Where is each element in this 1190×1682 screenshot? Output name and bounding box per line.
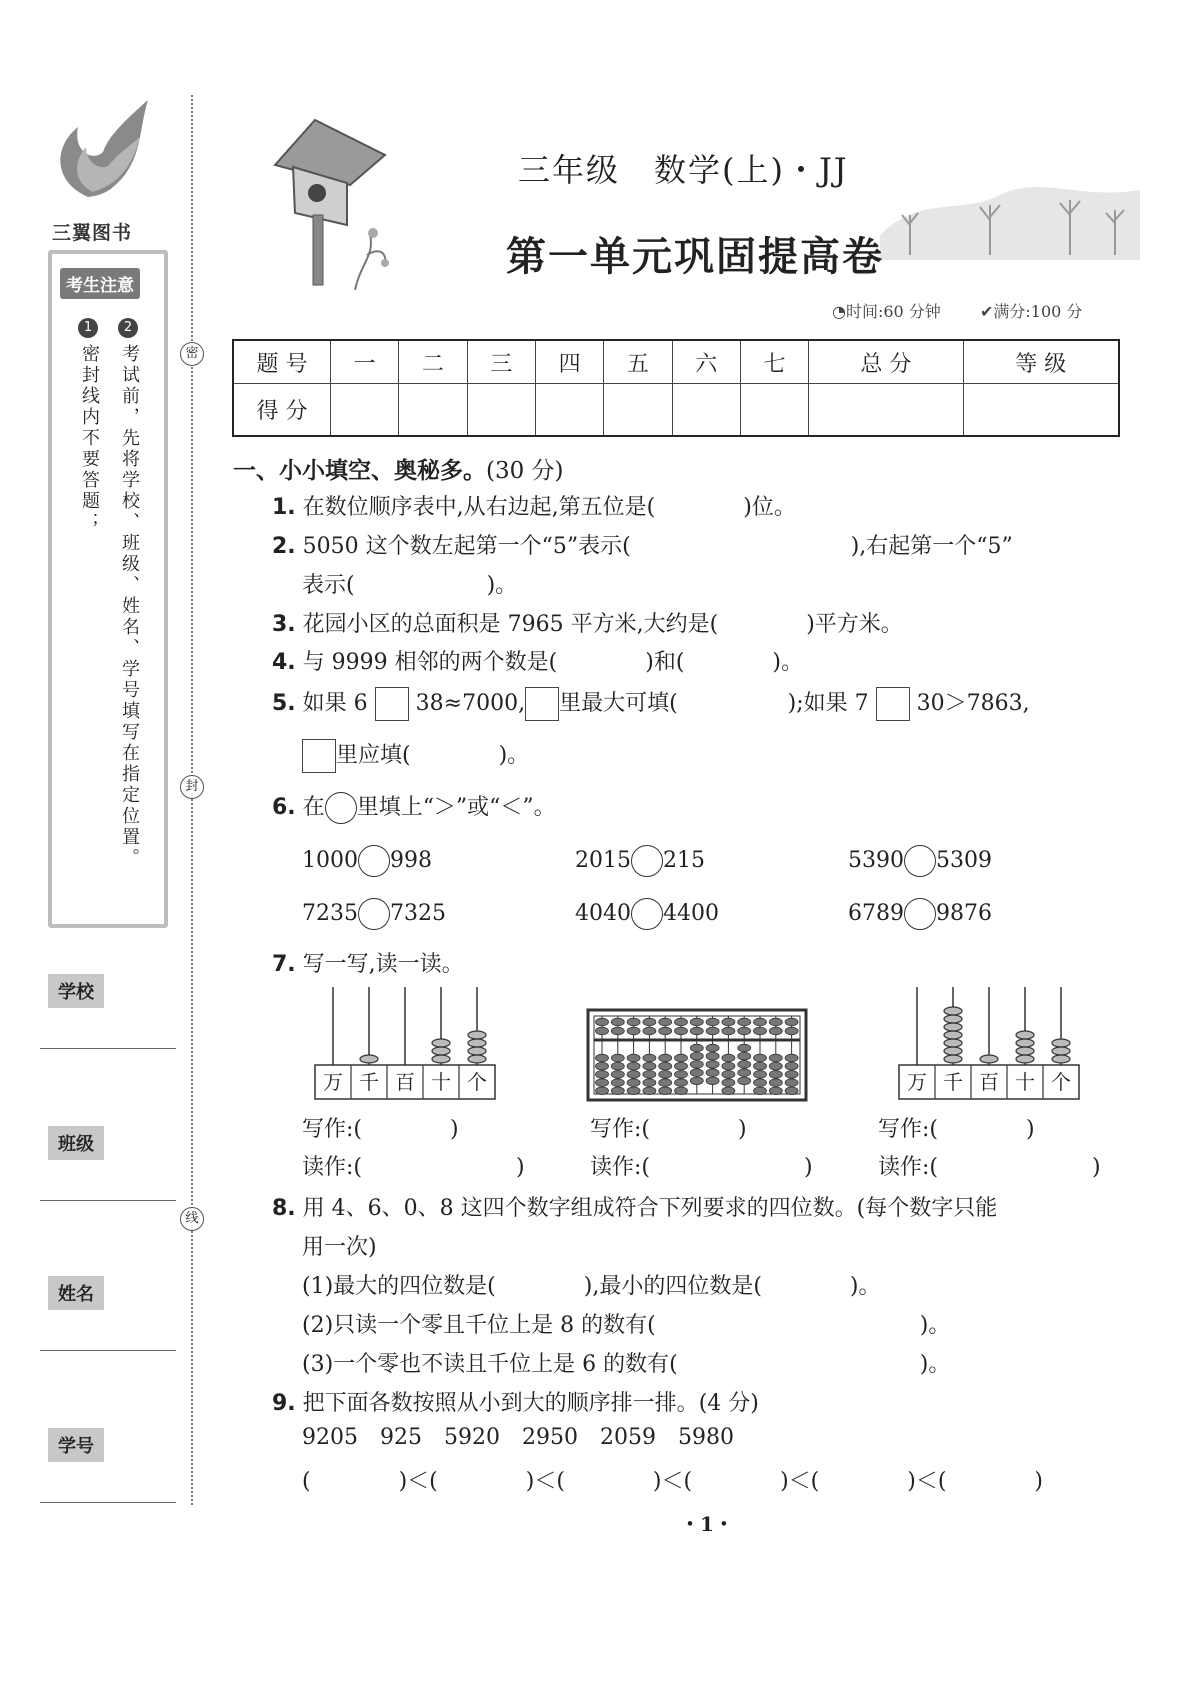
abacus-bead (706, 1018, 719, 1026)
q5-number: 5. (272, 691, 296, 716)
abacus-bead (706, 1069, 719, 1077)
score-input-cell[interactable] (331, 384, 399, 436)
exam-time-text: 时间:60 分钟 (845, 302, 941, 321)
q9-number-item: 2059 (600, 1425, 656, 1450)
abacus-bead (596, 1071, 609, 1079)
abacus-bead (611, 1062, 624, 1070)
seal-mark-xian: 线 (180, 1207, 204, 1231)
field-class-line[interactable] (40, 1200, 176, 1201)
score-input-cell[interactable] (604, 384, 672, 436)
abacus-bead (675, 1087, 688, 1095)
exam-time (832, 299, 941, 322)
q3-text: 花园小区的总面积是 7965 平方米,大约是( )平方米。 (302, 612, 903, 637)
abacus-bead (690, 1061, 703, 1069)
abacus-bead (596, 1087, 609, 1095)
abacus-bead (627, 1027, 640, 1035)
abacus-bead (769, 1062, 782, 1070)
abacus-2-write: 写作:( ) (590, 1117, 747, 1142)
q2-line1: 5050 这个数左起第一个“5”表示( ),右起第一个“5” (302, 534, 1013, 559)
section-1-points: (30 分) (486, 458, 564, 484)
q9-points: (4 分) (698, 1391, 759, 1416)
compare-right: 9876 (936, 901, 992, 926)
compare-circle[interactable] (358, 898, 390, 930)
seal-mark-feng: 封 (180, 775, 204, 799)
abacus-bead (706, 1027, 719, 1035)
place-label: 万 (323, 1070, 343, 1094)
abacus-bead (659, 1054, 672, 1062)
abacus-bead (769, 1071, 782, 1079)
place-label: 万 (907, 1070, 927, 1094)
compare-left: 2015 (575, 848, 631, 873)
abacus-bead (659, 1062, 672, 1070)
compare-item (575, 845, 705, 877)
abacus-bead (722, 1062, 735, 1070)
notice-text-2: 考试前，先将学校、班级、姓名、学号填写在指定位置。 (119, 344, 140, 869)
field-class-label: 班级 (48, 1126, 104, 1160)
score-input-cell[interactable] (399, 384, 467, 436)
q9-numbers (302, 1425, 734, 1450)
abacus-bead (643, 1079, 656, 1087)
q1-number: 1. (272, 495, 296, 520)
abacus-bead (611, 1071, 624, 1079)
compare-circle[interactable] (904, 845, 936, 877)
abacus-bead (690, 1077, 703, 1085)
abacus-bead (675, 1071, 688, 1079)
place-label: 十 (431, 1070, 451, 1094)
abacus-bead (785, 1087, 798, 1095)
abacus-bead (690, 1018, 703, 1026)
abacus-bead (611, 1079, 624, 1087)
q9-number-item: 9205 (302, 1425, 358, 1450)
abacus-bead (722, 1071, 735, 1079)
question-2-cont: 表示( )。 (302, 573, 518, 598)
abacus-bead (643, 1062, 656, 1070)
question-8-sub-2: (2)只读一个零且千位上是 8 的数有( )。 (302, 1313, 951, 1338)
abacus-bead (627, 1079, 640, 1087)
abacus-bead (643, 1018, 656, 1026)
abacus-bead (675, 1079, 688, 1087)
q9-number-item: 2950 (522, 1425, 578, 1450)
abacus-bead (722, 1027, 735, 1035)
compare-item (302, 845, 432, 877)
compare-circle[interactable] (904, 898, 936, 930)
compare-right: 5309 (936, 848, 992, 873)
q7-text: 写一写,读一读。 (302, 952, 464, 977)
abacus-bead (785, 1027, 798, 1035)
score-cell: 一 (331, 340, 399, 384)
counting-frame-3 (896, 985, 1091, 1100)
abacus-bead (643, 1054, 656, 1062)
exam-notice-box (48, 250, 168, 928)
abacus-3-write: 写作:( ) (878, 1117, 1035, 1142)
score-cell: 五 (604, 340, 672, 384)
compare-circle-icon (325, 792, 357, 824)
notice-num-1: 1 (78, 318, 98, 338)
score-cell: 题 号 (233, 340, 331, 384)
abacus-bead (785, 1054, 798, 1062)
field-name-line[interactable] (40, 1350, 176, 1351)
abacus-bead (706, 1077, 719, 1085)
q5-part-e: 里应填( )。 (336, 743, 530, 768)
q4-number: 4. (272, 650, 296, 675)
q2-number: 2. (272, 534, 296, 559)
score-cell: 六 (672, 340, 740, 384)
abacus-bead (659, 1079, 672, 1087)
place-label: 个 (1051, 1070, 1071, 1094)
question-8-cont: 用一次) (302, 1235, 377, 1260)
score-input-cell[interactable] (809, 384, 963, 436)
compare-item (848, 898, 992, 930)
q4-text: 与 9999 相邻的两个数是( )和( )。 (302, 650, 803, 675)
brand-name: 三翼图书 (52, 222, 133, 244)
place-label: 百 (979, 1070, 999, 1094)
abacus-bead (738, 1061, 751, 1069)
q5-answer-box[interactable] (876, 687, 910, 721)
question-8-sub-1: (1)最大的四位数是( ),最小的四位数是( )。 (302, 1274, 881, 1299)
score-table (232, 339, 1120, 437)
abacus-bead (738, 1027, 751, 1035)
abacus-bead (659, 1018, 672, 1026)
abacus-bead (675, 1062, 688, 1070)
abacus-bead (738, 1077, 751, 1085)
flame-logo-icon (48, 92, 158, 207)
abacus-bead (754, 1062, 767, 1070)
question-9 (272, 1386, 759, 1417)
abacus-bead (738, 1018, 751, 1026)
abacus-bead (722, 1087, 735, 1095)
abacus-bead (738, 1044, 751, 1052)
compare-left: 5390 (848, 848, 904, 873)
abacus-bead (596, 1079, 609, 1087)
abacus-bead (754, 1027, 767, 1035)
abacus-1-read: 读作:( ) (302, 1155, 525, 1180)
notice-item-2 (118, 316, 140, 916)
abacus-bead (706, 1044, 719, 1052)
compare-item (575, 898, 719, 930)
abacus-bead (627, 1018, 640, 1026)
score-input-cell[interactable] (963, 384, 1119, 436)
q1-text: 在数位顺序表中,从右边起,第五位是( )位。 (302, 495, 796, 520)
q6-number: 6. (272, 795, 296, 820)
abacus-bead (769, 1027, 782, 1035)
brand-logo (48, 92, 158, 207)
notice-num-2: 2 (118, 318, 138, 338)
seal-mark-mi: 密 (180, 342, 204, 366)
trees-landscape-icon (880, 165, 1140, 260)
compare-right: 4400 (663, 901, 719, 926)
abacus-bead (643, 1027, 656, 1035)
abacus-bead (611, 1087, 624, 1095)
abacus-bead (659, 1027, 672, 1035)
q9-number-item: 925 (380, 1425, 422, 1450)
score-input-cell[interactable] (467, 384, 535, 436)
compare-item (302, 898, 446, 930)
abacus-bead (722, 1018, 735, 1026)
birdhouse-illustration (255, 115, 395, 290)
q6-post: 里填上“＞”或“＜”。 (356, 795, 556, 820)
score-cell: 等 级 (963, 340, 1119, 384)
abacus-bead (675, 1018, 688, 1026)
section-1-heading (233, 452, 564, 485)
score-table-score-row (233, 384, 1119, 436)
abacus-bead (596, 1027, 609, 1035)
abacus-bead (596, 1018, 609, 1026)
abacus-bead (785, 1018, 798, 1026)
abacus-bead (627, 1087, 640, 1095)
abacus-bead (690, 1027, 703, 1035)
notice-item-1 (78, 316, 100, 533)
compare-left: 1000 (302, 848, 358, 873)
abacus-bead (627, 1054, 640, 1062)
score-label-cell: 得 分 (233, 384, 331, 436)
q5-part-d: 30＞7863, (916, 691, 1030, 716)
q9-number: 9. (272, 1391, 296, 1416)
abacus-bead (611, 1027, 624, 1035)
subject-heading: 三年级 数学(上)・JJ (518, 151, 849, 189)
compare-left: 6789 (848, 901, 904, 926)
abacus-bead (690, 1052, 703, 1060)
question-8-sub-3: (3)一个零也不读且千位上是 6 的数有( )。 (302, 1352, 951, 1377)
unit-title: 第一单元巩固提高卷 (506, 234, 884, 280)
q6-pre: 在 (302, 795, 325, 820)
q8-line1: 用 4、6、0、8 这四个数字组成符合下列要求的四位数。(每个数字只能 (302, 1196, 998, 1221)
full-score-text: 满分:100 分 (993, 302, 1083, 321)
abacus-bead (659, 1071, 672, 1079)
abacus-bead (706, 1052, 719, 1060)
abacus-bead (738, 1069, 751, 1077)
q5-answer-box[interactable] (525, 687, 559, 721)
q9-text: 把下面各数按照从小到大的顺序排一排。 (302, 1391, 699, 1416)
abacus-bead (643, 1071, 656, 1079)
score-cell: 四 (535, 340, 603, 384)
abacus-bead (785, 1071, 798, 1079)
abacus-bead (627, 1062, 640, 1070)
q9-number-item: 5980 (678, 1425, 734, 1450)
compare-right: 7325 (390, 901, 446, 926)
abacus-2-read: 读作:( ) (590, 1155, 813, 1180)
abacus-bead (754, 1087, 767, 1095)
question-6 (272, 790, 556, 824)
question-4 (272, 645, 803, 676)
abacus-bead (596, 1054, 609, 1062)
question-2 (272, 529, 1013, 560)
suanpan-abacus (586, 1008, 808, 1102)
abacus-bead (785, 1062, 798, 1070)
place-label: 千 (943, 1070, 963, 1094)
abacus-bead (611, 1018, 624, 1026)
abacus-bead (659, 1087, 672, 1095)
abacus-bead (769, 1087, 782, 1095)
abacus-bead (611, 1054, 624, 1062)
abacus-bead (706, 1061, 719, 1069)
abacus-bead (722, 1054, 735, 1062)
compare-left: 4040 (575, 901, 631, 926)
abacus-bead (738, 1052, 751, 1060)
compare-circle[interactable] (358, 845, 390, 877)
exam-full-score (980, 299, 1082, 322)
score-cell: 三 (467, 340, 535, 384)
field-school-label: 学校 (48, 974, 104, 1008)
compare-right: 215 (663, 848, 705, 873)
q9-order-line[interactable]: ( )＜( )＜( )＜( )＜( )＜( ) (302, 1469, 1043, 1494)
birdhouse-icon (255, 115, 395, 290)
clock-icon: ◔ (832, 302, 846, 321)
place-label: 十 (1015, 1070, 1035, 1094)
question-7 (272, 947, 464, 978)
abacus-bead (675, 1027, 688, 1035)
abacus-bead (754, 1054, 767, 1062)
abacus-bead (627, 1071, 640, 1079)
abacus-bead (754, 1079, 767, 1087)
compare-item (848, 845, 992, 877)
question-3 (272, 607, 903, 638)
abacus-bead (754, 1018, 767, 1026)
abacus-bead (722, 1079, 735, 1087)
compare-right: 998 (390, 848, 432, 873)
abacus-1-write: 写作:( ) (302, 1117, 459, 1142)
field-name-label: 姓名 (48, 1276, 104, 1310)
question-5-cont (302, 738, 529, 773)
q7-number: 7. (272, 952, 296, 977)
question-1 (272, 490, 796, 521)
page-number: ・1・ (680, 1512, 734, 1536)
section-1-title: 一、小小填空、奥秘多。 (233, 458, 486, 484)
q5-part-b: 38≈7000, (415, 691, 526, 716)
question-5 (272, 686, 1030, 721)
field-school-line[interactable] (40, 1048, 176, 1049)
abacus-bead (754, 1071, 767, 1079)
seal-dotted-line (191, 95, 193, 1505)
counting-frame-1 (312, 985, 507, 1100)
score-input-cell[interactable] (535, 384, 603, 436)
q3-number: 3. (272, 612, 296, 637)
abacus-bead (596, 1062, 609, 1070)
q9-number-item: 5920 (444, 1425, 500, 1450)
abacus-bead (785, 1079, 798, 1087)
q5-answer-box[interactable] (302, 739, 336, 773)
landscape-backdrop (880, 165, 1140, 260)
place-label: 千 (359, 1070, 379, 1094)
field-id-label: 学号 (48, 1428, 104, 1462)
q5-part-c: 里最大可填( );如果 7 (559, 691, 869, 716)
question-8 (272, 1191, 997, 1222)
score-input-cell[interactable] (740, 384, 808, 436)
q5-part-a: 如果 6 (302, 691, 368, 716)
notice-text-1: 密封线内不要答题； (79, 344, 100, 533)
score-cell: 二 (399, 340, 467, 384)
abacus-3-read: 读作:( ) (878, 1155, 1101, 1180)
field-id-line[interactable] (40, 1502, 176, 1503)
score-input-cell[interactable] (672, 384, 740, 436)
abacus-bead (769, 1018, 782, 1026)
compare-circle[interactable] (631, 898, 663, 930)
place-label: 个 (467, 1070, 487, 1094)
score-cell: 总 分 (809, 340, 963, 384)
score-cell: 七 (740, 340, 808, 384)
q8-number: 8. (272, 1196, 296, 1221)
abacus-bead (769, 1054, 782, 1062)
abacus-bead (690, 1069, 703, 1077)
compare-left: 7235 (302, 901, 358, 926)
check-icon: ✔ (980, 302, 994, 321)
abacus-bead (643, 1087, 656, 1095)
abacus-bead (769, 1079, 782, 1087)
abacus-bead (690, 1044, 703, 1052)
q5-answer-box[interactable] (375, 687, 409, 721)
abacus-bead (675, 1054, 688, 1062)
place-label: 百 (395, 1070, 415, 1094)
compare-circle[interactable] (631, 845, 663, 877)
score-table-header-row (233, 340, 1119, 384)
notice-title: 考生注意 (60, 268, 140, 299)
